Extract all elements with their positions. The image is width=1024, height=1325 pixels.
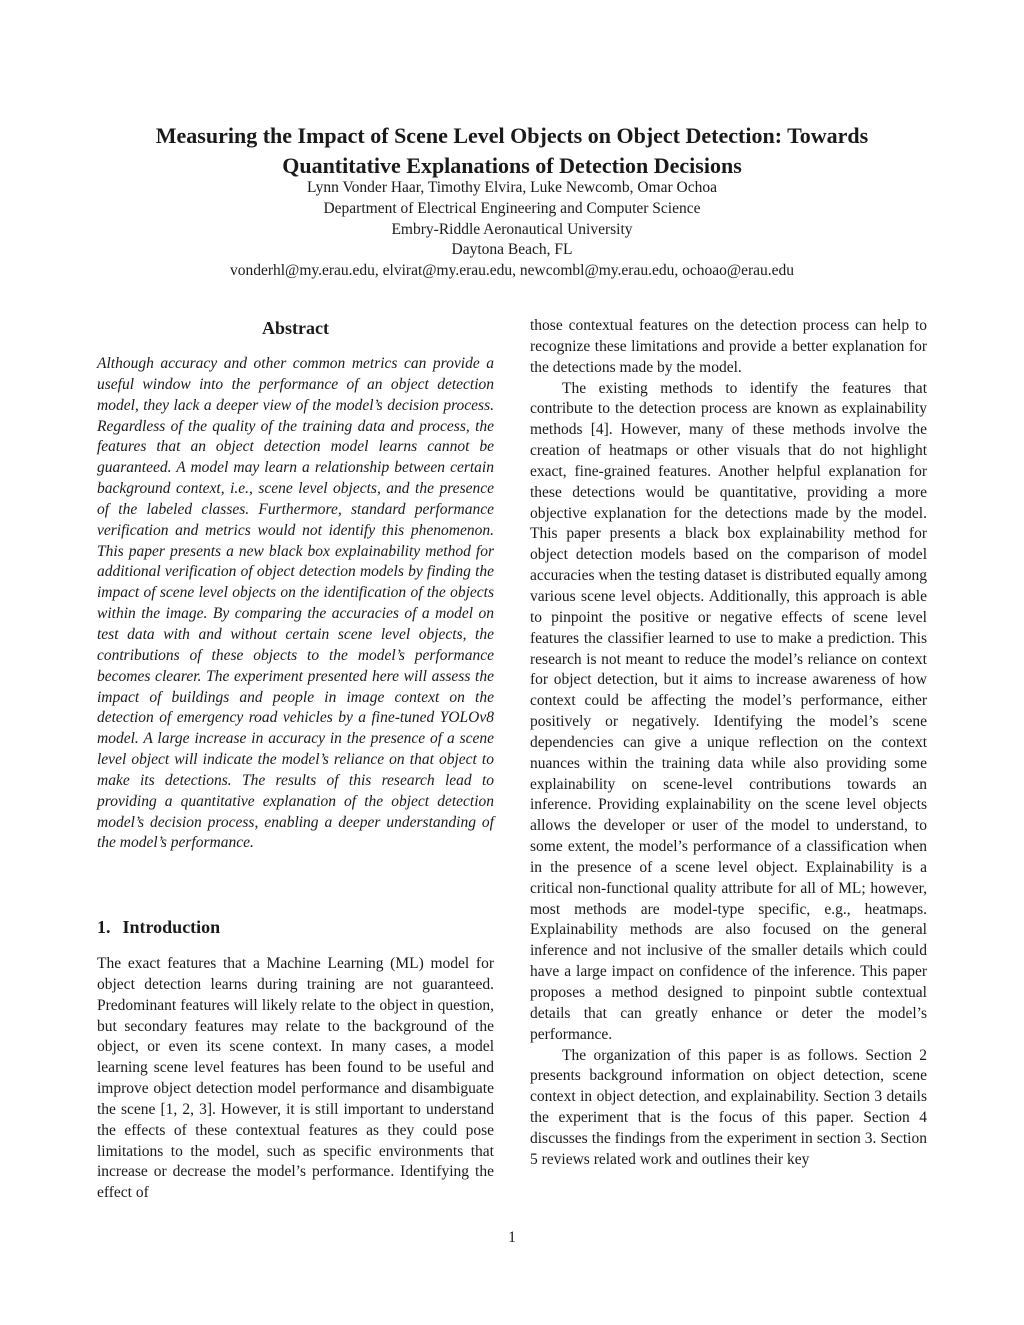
author-block [80, 178, 944, 282]
abstract-heading: Abstract [262, 318, 329, 338]
section-number: 1. [97, 917, 111, 937]
right-column [530, 316, 927, 1171]
introduction-heading [97, 914, 494, 940]
author-location: Daytona Beach, FL [451, 241, 573, 259]
paper-title [80, 121, 944, 181]
introduction-paragraph-2: The existing methods to identify the features that contribute to the detection process are known as explainability methods [4]. However, many of these methods involve the creation of heatmaps or other visuals that do not highlight exact, fine-grained features. Another helpful explanation for these detections would be quantitative, providing a more objective explanation for the detections made by the model. This paper presents a black box explainability method for object detection models based on the comparison of model accuracies when the testing dataset is distributed equally among various scene level objects. Additionally, this approach is able to pinpoint the positive or negative effects of scene level features the classifier learned to use to make a prediction. This research is not meant to reduce the model’s reliance on context for object detection, but it aims to increase awareness of how context could be affecting the model’s performance, either positively or negatively. Identifying the model’s scene dependencies can give a unique reflection on the context nuances within the training data while also providing some explainability on scene-level contributions towards an inference. Providing explainability on the scene level objects allows the developer or user of the model to understand, to some extent, the model’s performance of a classification when in the presence of a scene level object. Explainability is a critical non-functional quality attribute for all of ML; however, most methods are model-type specific, e.g., heatmaps. Explainability methods are also focused on the general inference and not inclusive of the smaller details which could have a large impact on confidence of the inference. This paper proposes a method designed to pinpoint subtle contextual details that can greatly enhance or deter the model’s performance. [530, 379, 927, 1043]
abstract-text: Although accuracy and other common metrics can provide a useful window into the performance of an object detection model, they lack a deeper view of the model’s decision process. Regardless of the quality of the training data and process, the features that an object detection model learns cannot be guaranteed. A model may learn a relationship between certain background context, i.e., scene level objects, and the presence of the labeled classes. Furthermore, standard performance verification and metrics would not identify this phenomenon. This paper presents a new black box explainability method for additional verification of object detection models by finding the impact of scene level objects on the identification of the objects within the image. By comparing the accuracies of a model on test data with and without certain scene level objects, the contributions of these objects to the model’s performance becomes clearer. The experiment presented here will assess the impact of buildings and people in image context on the detection of emergency road vehicles by a fine-tuned YOLOv8 model. A large increase in accuracy in the presence of a scene level object will indicate the model’s reliance on that object to make its detections. The results of this research lead to providing a quantitative explanation of the object detection model’s decision process, enabling a deeper understanding of the model’s performance. [97, 355, 494, 852]
author-emails: vonderhl@my.erau.edu, elvirat@my.erau.edu, newcombl@my.erau.edu, ochoao@erau.edu [229, 262, 795, 280]
title-line-2: Quantitative Explanations of Detection Decisions [282, 153, 742, 178]
author-names: Lynn Vonder Haar, Timothy Elvira, Luke Newcomb, Omar Ochoa [307, 179, 717, 196]
introduction-paragraph-continued: those contextual features on the detection process can help to recognize these limitations and provide a better explanation for the detections made by the model. [530, 317, 927, 376]
section-title: Introduction [122, 917, 221, 937]
author-university: Embry-Riddle Aeronautical University [391, 220, 633, 238]
author-department: Department of Electrical Engineering and Computer Science [323, 199, 701, 217]
page-number: 1 [508, 1229, 516, 1246]
introduction-text-left: The exact features that a Machine Learning (ML) model for object detection learns during training are not guaranteed. Predominant features will likely relate to the object in question, but secondary features may relate to the background of the object, or even its scene context. In many cases, a model learning scene level features has been found to be useful and improve object detection model performance and disambiguate the scene [1, 2, 3]. However, it is still important to understand the effects of these contextual features as they could pose limitations to the model, such as specific environments that increase or decrease the model’s performance. Identifying the effect of [97, 955, 494, 1202]
title-line-1: Measuring the Impact of Scene Level Objects on Object Detection: Towards [155, 123, 869, 148]
introduction-paragraph-3: The organization of this paper is as follows. Section 2 presents background information on object detection, scene context in object detection, and explainability. Section 3 details the experiment that is the focus of this paper. Section 4 discusses the findings from the experiment in section 3. Section 5 reviews related work and outlines their key [530, 1046, 927, 1168]
